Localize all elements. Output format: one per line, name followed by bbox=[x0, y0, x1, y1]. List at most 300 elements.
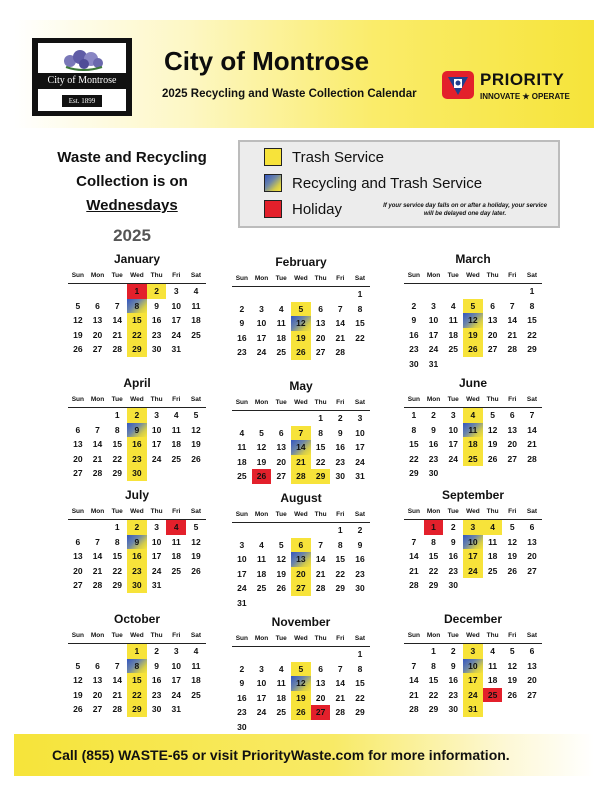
day-cell: 22 bbox=[112, 453, 122, 464]
day-cell: 29 bbox=[335, 583, 346, 593]
weekday-label: Mon bbox=[90, 272, 105, 279]
legend bbox=[238, 140, 560, 228]
day-cell: 24 bbox=[428, 344, 439, 354]
day-cell: 23 bbox=[151, 329, 162, 340]
day-cell: 22 bbox=[355, 332, 365, 343]
city-logo-est: Est. 1899 bbox=[62, 95, 102, 107]
day-grid bbox=[68, 284, 206, 357]
day-cell: 29 bbox=[112, 580, 122, 590]
weekday-label: Sat bbox=[526, 396, 538, 403]
day-cell: 20 bbox=[73, 565, 83, 576]
day-cell: 23 bbox=[448, 689, 458, 700]
day-cell: 7 bbox=[337, 663, 343, 674]
day-cell: 5 bbox=[75, 300, 81, 311]
weekday-label: Thu bbox=[150, 272, 163, 279]
weekday-label: Sat bbox=[354, 635, 366, 642]
empty-day bbox=[88, 644, 108, 659]
weekday-label: Wed bbox=[294, 399, 308, 406]
day-cell: 13 bbox=[73, 551, 83, 561]
trash-day-cell: 27 bbox=[291, 581, 311, 596]
day-cell: 19 bbox=[507, 551, 518, 561]
weekday-label: Sat bbox=[354, 275, 366, 282]
day-cell: 12 bbox=[191, 424, 201, 435]
day-cell: 14 bbox=[409, 675, 419, 685]
day-cell: 16 bbox=[237, 332, 247, 343]
day-cell: 28 bbox=[92, 580, 103, 590]
day-cell: 14 bbox=[507, 315, 518, 325]
day-cell: 7 bbox=[95, 536, 100, 547]
day-cell: 10 bbox=[448, 424, 458, 435]
weekday-label: Mon bbox=[254, 635, 269, 642]
holiday-day-cell: 25 bbox=[483, 688, 503, 703]
day-cell: 25 bbox=[276, 707, 286, 717]
day-cell: 4 bbox=[278, 663, 284, 674]
day-cell: 15 bbox=[527, 315, 537, 325]
day-cell: 24 bbox=[448, 453, 458, 464]
weekday-label: Mon bbox=[90, 632, 105, 639]
weekday-label: Thu bbox=[314, 275, 327, 282]
empty-day bbox=[252, 287, 272, 302]
day-cell: 20 bbox=[73, 453, 83, 464]
day-cell: 2 bbox=[431, 410, 436, 420]
weekday-header bbox=[404, 272, 542, 284]
day-cell: 28 bbox=[335, 347, 346, 357]
weekday-label: Sat bbox=[190, 632, 202, 639]
recycling-day-cell: 9 bbox=[127, 535, 147, 550]
trash-day-cell: 15 bbox=[127, 313, 147, 328]
day-cell: 18 bbox=[276, 332, 286, 343]
day-cell: 20 bbox=[507, 439, 518, 449]
holiday-note: If your service day falls on or after a holiday, your service will be delayed one day later. bbox=[383, 203, 547, 217]
day-cell: 28 bbox=[335, 707, 346, 717]
weekday-label: Thu bbox=[486, 632, 499, 639]
day-cell: 20 bbox=[527, 675, 537, 685]
day-grid bbox=[232, 411, 370, 484]
trash-day-cell: 31 bbox=[463, 702, 483, 717]
trash-day-cell: 21 bbox=[291, 455, 311, 470]
weekday-label: Mon bbox=[426, 396, 441, 403]
day-cell: 16 bbox=[335, 442, 346, 452]
weekday-label: Thu bbox=[486, 272, 499, 279]
empty-day bbox=[271, 523, 291, 538]
day-cell: 24 bbox=[256, 707, 267, 717]
weekday-header bbox=[68, 508, 206, 520]
day-cell: 2 bbox=[239, 303, 245, 314]
day-cell: 7 bbox=[509, 300, 515, 311]
day-cell: 30 bbox=[409, 358, 419, 369]
day-cell: 6 bbox=[278, 427, 284, 438]
weekday-label: Fri bbox=[172, 632, 181, 639]
day-cell: 2 bbox=[450, 522, 456, 532]
day-cell: 17 bbox=[151, 551, 162, 561]
day-cell: 3 bbox=[259, 663, 264, 674]
day-cell: 8 bbox=[318, 427, 323, 438]
day-cell: 11 bbox=[191, 660, 201, 671]
day-cell: 21 bbox=[315, 568, 326, 579]
flower-icon bbox=[60, 47, 106, 71]
empty-day bbox=[68, 408, 88, 423]
trash-day-cell: 17 bbox=[463, 549, 483, 564]
day-cell: 26 bbox=[507, 565, 518, 576]
day-cell: 27 bbox=[527, 689, 537, 700]
month-name: October bbox=[113, 612, 160, 626]
day-cell: 1 bbox=[337, 525, 343, 535]
month-november bbox=[232, 613, 370, 734]
day-cell: 4 bbox=[259, 539, 264, 550]
day-cell: 22 bbox=[527, 329, 537, 340]
day-cell: 11 bbox=[488, 660, 498, 671]
empty-day bbox=[311, 523, 331, 538]
day-cell: 9 bbox=[239, 678, 245, 688]
day-cell: 12 bbox=[507, 536, 518, 547]
month-march bbox=[404, 250, 542, 371]
day-cell: 8 bbox=[411, 424, 417, 435]
weekday-label: Sun bbox=[235, 275, 248, 282]
day-cell: 5 bbox=[259, 427, 264, 438]
weekday-label: Mon bbox=[426, 508, 441, 515]
day-cell: 6 bbox=[318, 303, 323, 314]
empty-day bbox=[330, 287, 350, 302]
day-cell: 11 bbox=[237, 442, 247, 452]
weekday-label: Sun bbox=[407, 632, 420, 639]
day-cell: 27 bbox=[92, 704, 103, 714]
trash-day-cell: 22 bbox=[127, 328, 147, 343]
day-cell: 15 bbox=[112, 439, 122, 449]
day-cell: 29 bbox=[428, 704, 439, 714]
day-cell: 21 bbox=[112, 689, 122, 700]
day-cell: 10 bbox=[256, 678, 267, 688]
company-name: PRIORITY bbox=[480, 70, 565, 89]
day-cell: 1 bbox=[529, 286, 535, 296]
day-cell: 23 bbox=[355, 568, 365, 579]
month-january bbox=[68, 250, 206, 357]
recycling-day-cell: 12 bbox=[463, 313, 483, 328]
day-cell: 12 bbox=[256, 442, 267, 452]
day-cell: 6 bbox=[529, 646, 535, 656]
weekday-label: Tue bbox=[447, 272, 459, 279]
day-cell: 11 bbox=[257, 554, 267, 564]
empty-day bbox=[232, 411, 252, 426]
day-cell: 10 bbox=[237, 554, 247, 564]
weekday-label: Thu bbox=[486, 508, 499, 515]
holiday-swatch bbox=[264, 200, 282, 218]
weekday-label: Sat bbox=[526, 508, 538, 515]
day-cell: 22 bbox=[355, 692, 365, 703]
day-grid bbox=[404, 408, 542, 481]
month-december bbox=[404, 610, 542, 717]
empty-day bbox=[291, 411, 311, 426]
day-cell: 16 bbox=[237, 692, 247, 703]
trash-day-cell: 23 bbox=[127, 452, 147, 467]
day-cell: 1 bbox=[411, 410, 417, 420]
day-cell: 15 bbox=[355, 678, 365, 688]
day-cell: 26 bbox=[487, 453, 498, 464]
weekday-header bbox=[232, 635, 370, 647]
day-cell: 29 bbox=[355, 707, 365, 717]
weekday-label: Tue bbox=[111, 508, 123, 515]
day-cell: 18 bbox=[191, 315, 201, 325]
recycling-day-cell: 9 bbox=[127, 423, 147, 438]
day-cell: 31 bbox=[171, 704, 182, 714]
day-grid bbox=[404, 284, 542, 371]
weekday-label: Wed bbox=[294, 275, 308, 282]
day-cell: 13 bbox=[276, 442, 286, 452]
trash-day-cell: 26 bbox=[463, 342, 483, 357]
empty-day bbox=[424, 284, 444, 299]
day-cell: 10 bbox=[256, 318, 267, 328]
day-cell: 1 bbox=[114, 522, 120, 532]
day-cell: 15 bbox=[355, 318, 365, 328]
day-cell: 5 bbox=[509, 646, 515, 656]
weekday-label: Tue bbox=[275, 399, 287, 406]
month-name: February bbox=[275, 255, 327, 269]
day-cell: 15 bbox=[335, 554, 346, 564]
day-cell: 26 bbox=[507, 689, 518, 700]
day-cell: 30 bbox=[151, 344, 162, 354]
trash-day-cell: 26 bbox=[291, 705, 311, 720]
day-cell: 4 bbox=[173, 410, 179, 420]
holiday-day-cell: 26 bbox=[252, 469, 272, 484]
day-cell: 16 bbox=[448, 675, 458, 685]
day-cell: 27 bbox=[276, 471, 286, 481]
trash-day-cell: 19 bbox=[463, 328, 483, 343]
day-cell: 9 bbox=[411, 315, 417, 325]
trash-day-cell: 29 bbox=[127, 342, 147, 357]
day-cell: 1 bbox=[114, 410, 120, 420]
day-cell: 13 bbox=[73, 439, 83, 449]
month-october bbox=[68, 610, 206, 717]
day-cell: 3 bbox=[239, 539, 245, 550]
day-cell: 2 bbox=[337, 413, 343, 423]
day-cell: 6 bbox=[509, 410, 515, 420]
day-cell: 5 bbox=[278, 539, 284, 550]
recycling-day-cell: 10 bbox=[463, 659, 483, 674]
weekday-label: Fri bbox=[172, 508, 181, 515]
legend-trash-label: Trash Service bbox=[292, 148, 384, 166]
day-cell: 22 bbox=[428, 689, 439, 700]
day-cell: 16 bbox=[409, 329, 419, 340]
trash-day-cell: 25 bbox=[463, 452, 483, 467]
day-cell: 14 bbox=[409, 551, 419, 561]
day-cell: 20 bbox=[527, 551, 537, 561]
trash-day-cell: 29 bbox=[311, 469, 331, 484]
weekday-label: Wed bbox=[466, 632, 480, 639]
day-cell: 27 bbox=[507, 453, 518, 464]
holiday-day-cell: 1 bbox=[424, 520, 444, 535]
trash-day-cell: 2 bbox=[127, 520, 147, 535]
day-cell: 17 bbox=[151, 439, 162, 449]
empty-day bbox=[232, 647, 252, 662]
empty-day bbox=[232, 523, 252, 538]
trash-day-cell: 6 bbox=[291, 538, 311, 553]
day-cell: 26 bbox=[276, 583, 286, 593]
day-cell: 7 bbox=[337, 303, 343, 314]
trash-day-cell: 15 bbox=[127, 673, 147, 688]
weekday-label: Sat bbox=[190, 508, 202, 515]
trash-day-cell: 20 bbox=[291, 567, 311, 582]
weekday-label: Thu bbox=[314, 511, 327, 518]
weekday-header bbox=[68, 272, 206, 284]
weekday-label: Tue bbox=[275, 511, 287, 518]
day-cell: 19 bbox=[256, 456, 267, 467]
day-cell: 10 bbox=[171, 300, 182, 311]
day-cell: 11 bbox=[171, 424, 181, 435]
day-cell: 19 bbox=[507, 675, 518, 685]
weekday-label: Sun bbox=[235, 511, 248, 518]
day-grid bbox=[68, 520, 206, 593]
day-cell: 19 bbox=[487, 439, 498, 449]
collection-line-2: Collection is on bbox=[76, 173, 188, 190]
day-cell: 2 bbox=[239, 663, 245, 674]
empty-day bbox=[252, 523, 272, 538]
weekday-header bbox=[404, 396, 542, 408]
day-cell: 19 bbox=[73, 329, 83, 340]
weekday-label: Sun bbox=[71, 396, 84, 403]
day-cell: 2 bbox=[450, 646, 456, 656]
day-cell: 23 bbox=[237, 707, 247, 717]
day-cell: 18 bbox=[487, 551, 498, 561]
day-cell: 25 bbox=[191, 689, 201, 700]
trash-day-cell: 5 bbox=[291, 302, 311, 317]
empty-day bbox=[88, 284, 108, 299]
day-cell: 31 bbox=[355, 471, 365, 481]
day-cell: 19 bbox=[191, 551, 201, 561]
day-cell: 13 bbox=[527, 536, 537, 547]
weekday-label: Fri bbox=[508, 396, 517, 403]
day-cell: 11 bbox=[191, 300, 201, 311]
empty-day bbox=[502, 284, 522, 299]
day-cell: 20 bbox=[315, 332, 326, 343]
page-subtitle: 2025 Recycling and Waste Collection Calendar bbox=[162, 88, 417, 100]
day-cell: 8 bbox=[357, 663, 363, 674]
day-cell: 24 bbox=[171, 329, 182, 340]
day-cell: 4 bbox=[490, 646, 495, 656]
day-cell: 18 bbox=[487, 675, 498, 685]
day-cell: 30 bbox=[428, 468, 439, 478]
day-cell: 3 bbox=[154, 410, 159, 420]
weekday-header bbox=[68, 632, 206, 644]
recycling-day-cell: 10 bbox=[463, 535, 483, 550]
day-cell: 11 bbox=[276, 678, 286, 688]
trash-swatch bbox=[264, 148, 282, 166]
holiday-day-cell: 4 bbox=[166, 520, 186, 535]
legend-holiday bbox=[264, 200, 342, 218]
weekday-label: Mon bbox=[90, 508, 105, 515]
day-cell: 13 bbox=[315, 678, 326, 688]
weekday-label: Fri bbox=[508, 272, 517, 279]
weekday-label: Thu bbox=[314, 635, 327, 642]
day-cell: 4 bbox=[193, 286, 199, 296]
recycling-day-cell: 12 bbox=[291, 676, 311, 691]
weekday-header bbox=[232, 511, 370, 523]
company-tagline: INNOVATE ★ OPERATE bbox=[480, 92, 570, 101]
legend-recycling bbox=[264, 174, 482, 192]
recycling-day-cell: 8 bbox=[127, 299, 147, 314]
day-cell: 17 bbox=[428, 329, 439, 340]
day-cell: 8 bbox=[431, 660, 436, 671]
weekday-label: Fri bbox=[336, 511, 345, 518]
day-cell: 4 bbox=[239, 427, 245, 438]
day-cell: 11 bbox=[488, 536, 498, 547]
day-cell: 5 bbox=[490, 410, 495, 420]
day-cell: 9 bbox=[357, 539, 363, 550]
trash-day-cell: 7 bbox=[291, 426, 311, 441]
weekday-label: Fri bbox=[336, 275, 345, 282]
weekday-label: Fri bbox=[336, 635, 345, 642]
weekday-header bbox=[404, 508, 542, 520]
day-grid bbox=[232, 287, 370, 360]
day-cell: 25 bbox=[237, 471, 247, 481]
month-september bbox=[404, 486, 542, 593]
empty-day bbox=[252, 647, 272, 662]
trash-day-cell: 4 bbox=[463, 408, 483, 423]
empty-day bbox=[88, 408, 108, 423]
weekday-label: Wed bbox=[294, 511, 308, 518]
day-cell: 25 bbox=[191, 329, 201, 340]
day-cell: 12 bbox=[73, 675, 83, 685]
empty-day bbox=[483, 284, 503, 299]
holiday-day-cell: 27 bbox=[311, 705, 331, 720]
day-cell: 16 bbox=[355, 554, 365, 564]
day-cell: 9 bbox=[154, 300, 159, 311]
trash-day-cell: 26 bbox=[291, 345, 311, 360]
day-cell: 28 bbox=[507, 344, 518, 354]
weekday-label: Wed bbox=[130, 272, 144, 279]
day-cell: 27 bbox=[527, 565, 537, 576]
weekday-label: Mon bbox=[254, 399, 269, 406]
day-cell: 13 bbox=[487, 315, 498, 325]
day-cell: 17 bbox=[448, 439, 458, 449]
empty-day bbox=[252, 411, 272, 426]
weekday-label: Thu bbox=[150, 396, 163, 403]
day-cell: 13 bbox=[315, 318, 326, 328]
collection-day: Wednesdays bbox=[86, 197, 178, 214]
day-cell: 20 bbox=[276, 456, 286, 467]
weekday-label: Sat bbox=[190, 272, 202, 279]
day-cell: 14 bbox=[92, 439, 103, 449]
day-cell: 10 bbox=[428, 315, 439, 325]
day-cell: 11 bbox=[171, 536, 181, 547]
empty-day bbox=[291, 523, 311, 538]
day-cell: 23 bbox=[335, 456, 346, 467]
weekday-label: Mon bbox=[254, 275, 269, 282]
trash-day-cell: 4 bbox=[483, 520, 503, 535]
day-cell: 7 bbox=[114, 660, 120, 671]
day-cell: 10 bbox=[355, 427, 365, 438]
empty-day bbox=[404, 520, 424, 535]
weekday-label: Wed bbox=[130, 396, 144, 403]
holiday-day-cell: 1 bbox=[127, 284, 147, 299]
day-cell: 14 bbox=[335, 318, 346, 328]
day-cell: 28 bbox=[112, 344, 122, 354]
day-cell: 14 bbox=[315, 554, 326, 564]
weekday-label: Wed bbox=[466, 396, 480, 403]
day-cell: 21 bbox=[112, 329, 122, 340]
weekday-label: Sat bbox=[526, 632, 538, 639]
legend-recycling-label: Recycling and Trash Service bbox=[292, 174, 483, 192]
empty-day bbox=[68, 520, 88, 535]
day-cell: 19 bbox=[73, 689, 83, 700]
day-cell: 6 bbox=[318, 663, 323, 674]
day-cell: 7 bbox=[114, 300, 120, 311]
day-cell: 9 bbox=[154, 660, 159, 671]
day-cell: 27 bbox=[73, 468, 83, 478]
trash-day-cell: 2 bbox=[147, 284, 167, 299]
footer-banner: Call (855) WASTE-65 or visit PriorityWaste.com for more information. bbox=[14, 734, 594, 776]
day-cell: 18 bbox=[276, 692, 286, 703]
empty-day bbox=[271, 411, 291, 426]
day-cell: 3 bbox=[173, 286, 179, 296]
